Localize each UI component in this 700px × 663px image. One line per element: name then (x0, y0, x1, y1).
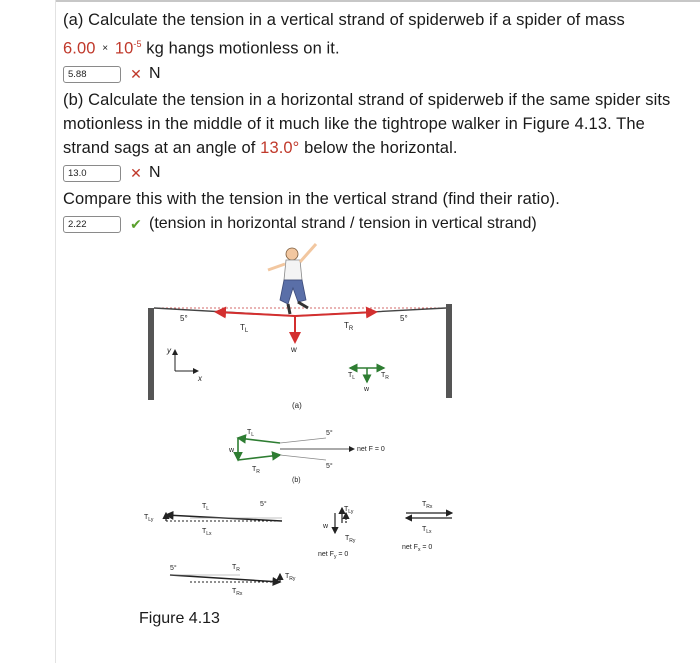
tightrope-walker (268, 244, 316, 314)
v-tly-label: $T_{Ly}$ (344, 506, 354, 515)
c-tl-label: $T_L$ (202, 503, 210, 512)
part-a-answer-input[interactable]: 5.88 (63, 66, 121, 83)
part-a-question (63, 8, 693, 61)
part-a-mass-coefficient: 6.00 (63, 39, 96, 58)
part-c-unit: (tension in horizontal strand / tension in vertical strand) (149, 215, 537, 233)
checkmark-icon: ✔ (130, 215, 142, 232)
part-b-question (63, 88, 693, 160)
part-a-times: × (102, 43, 109, 55)
part-b-text-after: below the horizontal. (299, 139, 458, 158)
wrong-x-icon: ✕ (130, 164, 142, 181)
part-a-mass-base: 10 (114, 39, 134, 58)
panel-a-label: (a) (292, 401, 302, 410)
panel-b-label: (b) (292, 477, 301, 484)
part-b-unit: N (149, 164, 161, 182)
figure-4-13 (130, 238, 570, 638)
b-net-f-label: net F = 0 (357, 446, 385, 453)
part-b-answer-input[interactable]: 13.0 (63, 165, 121, 182)
angle-left-label: 5° (180, 314, 188, 323)
b-w-label: w (229, 447, 235, 454)
part-a-mass-exponent: -5 (133, 39, 142, 49)
v-w-label: w (323, 523, 329, 530)
b-tl-label: $T_L$ (247, 429, 255, 438)
side-border (55, 0, 56, 663)
tl-arrow (216, 312, 295, 316)
tl-label: $T_L$ (240, 323, 249, 334)
part-a-text-after: kg hangs motionless on it. (141, 39, 340, 58)
small-w-label: w (364, 386, 370, 393)
part-a-text: (a) Calculate the tension in a vertical strand of spiderweb if a spider of mass (63, 11, 625, 29)
tr-arrow (295, 312, 376, 316)
angle-right-label: 5° (400, 314, 408, 323)
figure-caption: Figure 4.13 (139, 610, 220, 627)
b-tl-arrow (238, 438, 280, 443)
c-tly-label: $T_{Ly}$ (144, 514, 154, 523)
h-trx-label: $T_{Rx}$ (422, 501, 433, 510)
w-label: w (291, 345, 297, 354)
b-angle-top: 5° (326, 430, 333, 437)
b-tr-arrow (238, 455, 280, 460)
c-tr-label: $T_R$ (232, 564, 240, 573)
part-b-answer-row (63, 161, 693, 185)
wrong-x-icon: ✕ (130, 65, 142, 82)
c-angle-bottom: 5° (170, 565, 177, 572)
b-upper-line (280, 438, 326, 443)
b-angle-bottom: 5° (326, 463, 333, 470)
b-lower-line (280, 455, 326, 460)
net-fy-label: net $F_y = 0$ (318, 551, 349, 560)
right-pole (446, 304, 452, 398)
c-tlx-label: $T_{Lx}$ (202, 528, 212, 537)
x-axis-label: x (198, 374, 202, 383)
y-axis-label: y (167, 346, 171, 355)
part-b-angle: 13.0° (260, 139, 300, 158)
c-angle-top: 5° (260, 501, 267, 508)
part-b-text: (b) Calculate the tension in a horizontal strand of spiderweb if the same spider sits motionless in the middle of it much like the tightrope walker in Figure 4.13. The strand sags at an angle of (63, 91, 671, 158)
question-content (63, 8, 693, 238)
small-tl-label: $T_L$ (348, 372, 356, 381)
part-a-unit: N (149, 65, 161, 83)
v-try-label: $T_{Ry}$ (345, 535, 356, 544)
net-fx-label: net $F_x = 0$ (402, 544, 433, 553)
c-trx-label: $T_{Rx}$ (232, 588, 243, 597)
tr-label: $T_R$ (344, 321, 354, 332)
b-tr-label: $T_R$ (252, 466, 260, 475)
part-c-text: Compare this with the tension in the vertical strand (find their ratio). (63, 190, 560, 209)
small-tr-label: $T_R$ (381, 372, 389, 381)
part-c-answer-row (63, 212, 693, 236)
c-try-label: $T_{Ry}$ (285, 573, 296, 582)
part-a-answer-row (63, 62, 693, 86)
part-c-answer-input[interactable]: 2.22 (63, 216, 121, 233)
c-tr-arrow (170, 575, 280, 582)
top-border (55, 0, 700, 2)
left-pole (148, 308, 154, 400)
part-c-question (63, 187, 693, 211)
h-tlx-label: $T_{Lx}$ (422, 526, 432, 535)
